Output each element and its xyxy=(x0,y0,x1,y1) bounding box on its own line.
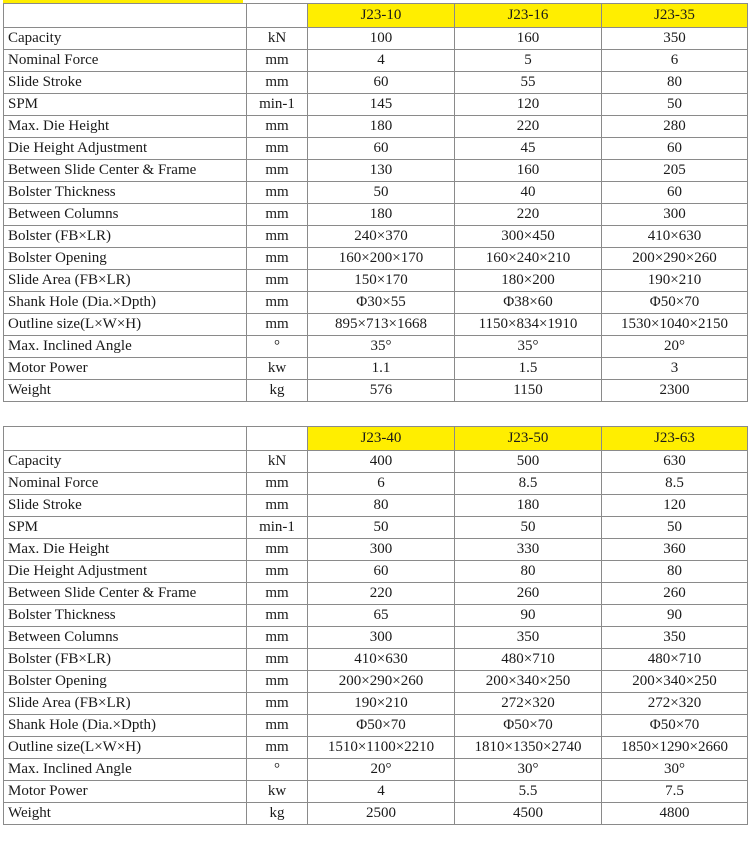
spec-value: 45 xyxy=(455,138,602,160)
spec-value: 60 xyxy=(308,72,455,94)
spec-label: Nominal Force xyxy=(4,50,247,72)
spec-value: 4 xyxy=(308,781,455,803)
spec-row xyxy=(4,314,748,336)
spec-row xyxy=(4,693,748,715)
spec-value: 410×630 xyxy=(308,649,455,671)
spec-value: 4800 xyxy=(602,803,748,825)
spec-unit: mm xyxy=(247,160,308,182)
spec-label: Bolster Thickness xyxy=(4,182,247,204)
spec-unit: min-1 xyxy=(247,94,308,116)
spec-value: 150×170 xyxy=(308,270,455,292)
spec-value: Φ50×70 xyxy=(602,292,748,314)
spec-value: 400 xyxy=(308,451,455,473)
spec-row xyxy=(4,50,748,72)
spec-row xyxy=(4,803,748,825)
spec-row xyxy=(4,495,748,517)
spec-label: SPM xyxy=(4,517,247,539)
spec-row xyxy=(4,270,748,292)
spec-row xyxy=(4,72,748,94)
spec-unit: mm xyxy=(247,50,308,72)
spec-value: 895×713×1668 xyxy=(308,314,455,336)
spec-value: 272×320 xyxy=(602,693,748,715)
spec-value: 35° xyxy=(308,336,455,358)
spec-row xyxy=(4,649,748,671)
spec-value: 160 xyxy=(455,28,602,50)
spec-row xyxy=(4,94,748,116)
spec-unit: ° xyxy=(247,336,308,358)
spec-value: 4500 xyxy=(455,803,602,825)
model-header: J23-63 xyxy=(602,427,748,451)
model-header-row xyxy=(4,427,748,451)
spec-value: 20° xyxy=(308,759,455,781)
spec-row xyxy=(4,737,748,759)
spec-value: 50 xyxy=(308,182,455,204)
header-blank-unit-cell xyxy=(247,4,308,28)
spec-value: 576 xyxy=(308,380,455,402)
spec-label: Max. Die Height xyxy=(4,116,247,138)
header-blank-label-cell xyxy=(4,4,247,28)
spec-row xyxy=(4,671,748,693)
spec-value: 120 xyxy=(455,94,602,116)
spec-value: 300 xyxy=(308,627,455,649)
spec-value: 3 xyxy=(602,358,748,380)
spec-unit: kg xyxy=(247,803,308,825)
spec-label: Between Columns xyxy=(4,204,247,226)
model-header: J23-10 xyxy=(308,4,455,28)
spec-value: 50 xyxy=(602,94,748,116)
spec-value: 40 xyxy=(455,182,602,204)
spec-row xyxy=(4,204,748,226)
spec-value: 220 xyxy=(308,583,455,605)
spec-value: 60 xyxy=(602,182,748,204)
spec-table-1 xyxy=(3,3,748,402)
spec-value: 1150×834×1910 xyxy=(455,314,602,336)
spec-table-2 xyxy=(3,426,748,825)
spec-value: 1.1 xyxy=(308,358,455,380)
spec-row xyxy=(4,28,748,50)
spec-row xyxy=(4,539,748,561)
spec-value: 300 xyxy=(308,539,455,561)
spec-unit: mm xyxy=(247,539,308,561)
spec-unit: mm xyxy=(247,292,308,314)
spec-label: Weight xyxy=(4,380,247,402)
spec-row xyxy=(4,248,748,270)
spec-label: Between Slide Center & Frame xyxy=(4,583,247,605)
spec-label: Slide Stroke xyxy=(4,495,247,517)
spec-value: 50 xyxy=(602,517,748,539)
header-blank-unit-cell xyxy=(247,427,308,451)
spec-unit: min-1 xyxy=(247,517,308,539)
spec-value: Φ30×55 xyxy=(308,292,455,314)
spec-value: 80 xyxy=(308,495,455,517)
spec-row xyxy=(4,517,748,539)
spec-value: 6 xyxy=(602,50,748,72)
spec-value: 8.5 xyxy=(602,473,748,495)
spec-value: 160×240×210 xyxy=(455,248,602,270)
spec-value: 300×450 xyxy=(455,226,602,248)
spec-value: 50 xyxy=(308,517,455,539)
spec-row xyxy=(4,605,748,627)
spec-value: 190×210 xyxy=(602,270,748,292)
spec-value: 1150 xyxy=(455,380,602,402)
spec-unit: mm xyxy=(247,627,308,649)
spec-value: 410×630 xyxy=(602,226,748,248)
spec-value: 90 xyxy=(455,605,602,627)
spec-unit: kw xyxy=(247,358,308,380)
spec-label: Outline size(L×W×H) xyxy=(4,737,247,759)
spec-label: Motor Power xyxy=(4,358,247,380)
spec-unit: mm xyxy=(247,671,308,693)
spec-unit: mm xyxy=(247,715,308,737)
spec-value: 145 xyxy=(308,94,455,116)
spec-unit: mm xyxy=(247,270,308,292)
spec-unit: mm xyxy=(247,72,308,94)
spec-value: 630 xyxy=(602,451,748,473)
spec-row xyxy=(4,292,748,314)
spec-label: Slide Stroke xyxy=(4,72,247,94)
spec-value: 330 xyxy=(455,539,602,561)
spec-value: 80 xyxy=(455,561,602,583)
spec-value: 280 xyxy=(602,116,748,138)
spec-unit: mm xyxy=(247,248,308,270)
spec-unit: mm xyxy=(247,649,308,671)
spec-value: 180 xyxy=(308,204,455,226)
spec-value: 120 xyxy=(602,495,748,517)
spec-label: Capacity xyxy=(4,451,247,473)
spec-value: 350 xyxy=(455,627,602,649)
spec-value: 220 xyxy=(455,116,602,138)
spec-unit: kg xyxy=(247,380,308,402)
spec-row xyxy=(4,380,748,402)
spec-value: 1850×1290×2660 xyxy=(602,737,748,759)
spec-label: SPM xyxy=(4,94,247,116)
spec-label: Die Height Adjustment xyxy=(4,561,247,583)
spec-label: Shank Hole (Dia.×Dpth) xyxy=(4,292,247,314)
spec-label: Bolster (FB×LR) xyxy=(4,649,247,671)
spec-value: 300 xyxy=(602,204,748,226)
spec-value: 350 xyxy=(602,627,748,649)
spec-value: 100 xyxy=(308,28,455,50)
spec-value: 350 xyxy=(602,28,748,50)
spec-unit: mm xyxy=(247,182,308,204)
spec-value: 360 xyxy=(602,539,748,561)
spec-value: 200×340×250 xyxy=(455,671,602,693)
header-blank-label-cell xyxy=(4,427,247,451)
spec-label: Capacity xyxy=(4,28,247,50)
spec-value: 6 xyxy=(308,473,455,495)
spec-unit: mm xyxy=(247,314,308,336)
model-header-row xyxy=(4,4,748,28)
spec-value: 5.5 xyxy=(455,781,602,803)
model-header: J23-35 xyxy=(602,4,748,28)
spec-label: Bolster Opening xyxy=(4,671,247,693)
spec-unit: kw xyxy=(247,781,308,803)
spec-value: Φ50×70 xyxy=(308,715,455,737)
spec-value: 20° xyxy=(602,336,748,358)
spec-value: 80 xyxy=(602,72,748,94)
spec-label: Max. Die Height xyxy=(4,539,247,561)
spec-value: 240×370 xyxy=(308,226,455,248)
spec-row xyxy=(4,138,748,160)
spec-value: 260 xyxy=(455,583,602,605)
spec-unit: mm xyxy=(247,226,308,248)
spec-unit: mm xyxy=(247,473,308,495)
spec-value: 1530×1040×2150 xyxy=(602,314,748,336)
spec-value: 180×200 xyxy=(455,270,602,292)
spec-value: 2500 xyxy=(308,803,455,825)
spec-value: 272×320 xyxy=(455,693,602,715)
spec-label: Nominal Force xyxy=(4,473,247,495)
spec-row xyxy=(4,226,748,248)
spec-unit: mm xyxy=(247,495,308,517)
spec-value: 160×200×170 xyxy=(308,248,455,270)
spec-row xyxy=(4,451,748,473)
spec-unit: kN xyxy=(247,451,308,473)
spec-label: Motor Power xyxy=(4,781,247,803)
spec-value: 200×290×260 xyxy=(602,248,748,270)
spec-unit: ° xyxy=(247,759,308,781)
spec-value: 130 xyxy=(308,160,455,182)
spec-unit: mm xyxy=(247,693,308,715)
spec-row xyxy=(4,583,748,605)
spec-value: 260 xyxy=(602,583,748,605)
spec-value: 60 xyxy=(308,138,455,160)
spec-row xyxy=(4,336,748,358)
spec-unit: mm xyxy=(247,204,308,226)
spec-unit: kN xyxy=(247,28,308,50)
spec-value: 65 xyxy=(308,605,455,627)
spec-label: Bolster Thickness xyxy=(4,605,247,627)
spec-row xyxy=(4,759,748,781)
spec-value: 205 xyxy=(602,160,748,182)
spec-unit: mm xyxy=(247,737,308,759)
spec-value: 500 xyxy=(455,451,602,473)
spec-value: 30° xyxy=(455,759,602,781)
spec-value: 50 xyxy=(455,517,602,539)
spec-row xyxy=(4,116,748,138)
spec-row xyxy=(4,473,748,495)
spec-label: Shank Hole (Dia.×Dpth) xyxy=(4,715,247,737)
spec-value: 480×710 xyxy=(455,649,602,671)
spec-value: 190×210 xyxy=(308,693,455,715)
spec-value: 200×340×250 xyxy=(602,671,748,693)
spec-label: Bolster (FB×LR) xyxy=(4,226,247,248)
spec-label: Max. Inclined Angle xyxy=(4,336,247,358)
spec-unit: mm xyxy=(247,561,308,583)
spec-row xyxy=(4,160,748,182)
spec-value: 55 xyxy=(455,72,602,94)
spec-row xyxy=(4,182,748,204)
spec-value: 8.5 xyxy=(455,473,602,495)
spec-value: 1510×1100×2210 xyxy=(308,737,455,759)
spec-value: 4 xyxy=(308,50,455,72)
spec-value: 220 xyxy=(455,204,602,226)
spec-value: Φ50×70 xyxy=(602,715,748,737)
spec-label: Outline size(L×W×H) xyxy=(4,314,247,336)
model-header: J23-16 xyxy=(455,4,602,28)
spec-label: Between Columns xyxy=(4,627,247,649)
spec-label: Bolster Opening xyxy=(4,248,247,270)
spec-value: 480×710 xyxy=(602,649,748,671)
spec-unit: mm xyxy=(247,116,308,138)
spec-value: 80 xyxy=(602,561,748,583)
spec-label: Slide Area (FB×LR) xyxy=(4,270,247,292)
spec-value: 90 xyxy=(602,605,748,627)
spec-value: 5 xyxy=(455,50,602,72)
spec-value: Φ38×60 xyxy=(455,292,602,314)
spec-label: Max. Inclined Angle xyxy=(4,759,247,781)
spec-value: 200×290×260 xyxy=(308,671,455,693)
spec-value: 180 xyxy=(308,116,455,138)
spec-row xyxy=(4,561,748,583)
spec-label: Between Slide Center & Frame xyxy=(4,160,247,182)
spec-value: 60 xyxy=(308,561,455,583)
spec-value: 180 xyxy=(455,495,602,517)
spec-label: Die Height Adjustment xyxy=(4,138,247,160)
spec-value: 60 xyxy=(602,138,748,160)
spec-value: 35° xyxy=(455,336,602,358)
spec-row xyxy=(4,358,748,380)
model-header: J23-40 xyxy=(308,427,455,451)
spec-unit: mm xyxy=(247,583,308,605)
spec-row xyxy=(4,715,748,737)
spec-value: 7.5 xyxy=(602,781,748,803)
spec-value: 30° xyxy=(602,759,748,781)
spec-label: Slide Area (FB×LR) xyxy=(4,693,247,715)
spec-value: 1810×1350×2740 xyxy=(455,737,602,759)
spec-value: 2300 xyxy=(602,380,748,402)
spec-row xyxy=(4,781,748,803)
spec-row xyxy=(4,627,748,649)
spec-value: Φ50×70 xyxy=(455,715,602,737)
spec-label: Weight xyxy=(4,803,247,825)
spec-value: 160 xyxy=(455,160,602,182)
spec-unit: mm xyxy=(247,138,308,160)
model-header: J23-50 xyxy=(455,427,602,451)
spec-unit: mm xyxy=(247,605,308,627)
spec-value: 1.5 xyxy=(455,358,602,380)
